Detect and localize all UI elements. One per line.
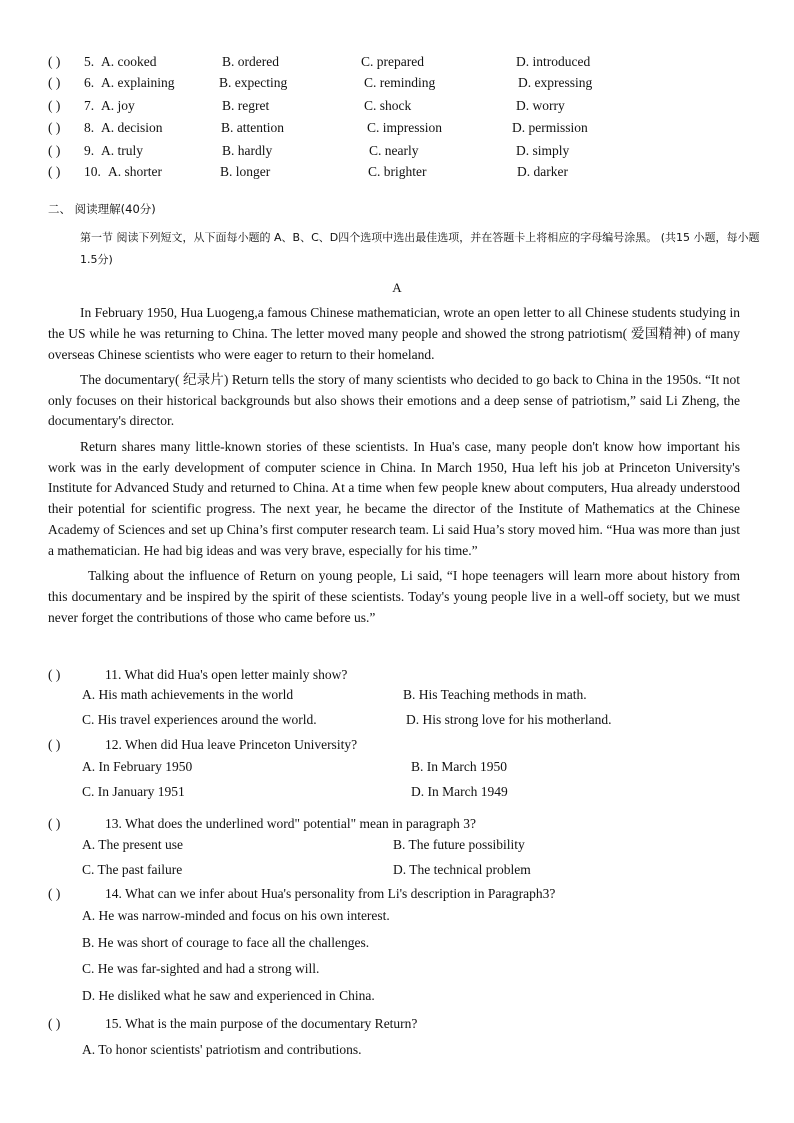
- passage-paragraph: Talking about the influence of Return on young people, Li said, “I hope teenagers will learn more about history from this documentary and be inspired by the spirit of these scientists. Today's young people live in a well-off society, but we must never forget the contributions of those who came before us.”: [48, 568, 740, 625]
- option-b: B. attention: [221, 120, 284, 135]
- option-d: D. darker: [517, 164, 568, 179]
- answer-paren: ( ): [48, 886, 61, 901]
- option-a: A. To honor scientists' patriotism and contributions.: [82, 1042, 362, 1057]
- question-number: 9.: [84, 143, 95, 158]
- option-a: A. His math achievements in the world: [82, 687, 294, 702]
- question-text: 11. What did Hua's open letter mainly show?: [105, 667, 348, 682]
- passage-paragraph: Return shares many little-known stories of these scientists. In Hua's case, many people don't know how important his work was in the early development of computer science in China. In March 1950, Hua left his job at Princeton University's Institute for Advanced Study and returned to China. At a time when few people knew about computers, Hua already understood their potential for scientific progress. The next year, he became the director of the Institute of Mathematics at the Chinese Academy of Sciences and set up China’s first computer research team. Li said Hua’s story moved him. “Hua was more than just a mathematician. He had big ideas and was very brave, especially for his time.”: [48, 438, 740, 558]
- answer-paren: ( ): [48, 98, 61, 113]
- option-b: B. The future possibility: [393, 837, 525, 852]
- answer-paren: ( ): [48, 54, 61, 69]
- passage-paragraph: In February 1950, Hua Luogeng,a famous Chinese mathematician, wrote an open letter to all Chinese students studying in the US while he was returning to China. The letter moved many people and showed the strong patriotism( 爱国精神) of many overseas Chinese scientists who were eager to return to their homeland.: [48, 305, 740, 362]
- answer-paren: ( ): [48, 143, 61, 158]
- option-c: C. nearly: [369, 143, 419, 158]
- question-number: 6.: [84, 75, 95, 90]
- option-c: C. brighter: [368, 164, 427, 179]
- question-text: 14. What can we infer about Hua's personality from Li's description in Paragraph3?: [105, 886, 556, 901]
- answer-paren: ( ): [48, 737, 61, 752]
- option-c: C. The past failure: [82, 862, 183, 877]
- option-c: C. prepared: [361, 54, 424, 69]
- option-b: B. longer: [220, 164, 271, 179]
- answer-paren: ( ): [48, 75, 61, 90]
- option-c: C. impression: [367, 120, 443, 135]
- option-d: D. expressing: [518, 75, 593, 90]
- question-text: 15. What is the main purpose of the documentary Return?: [105, 1016, 418, 1031]
- option-c: C. reminding: [364, 75, 436, 90]
- question-number: 7.: [84, 98, 95, 113]
- option-d: D. permission: [512, 120, 588, 135]
- option-c: C. In January 1951: [82, 784, 185, 799]
- option-c: C. His travel experiences around the world.: [82, 712, 317, 727]
- section-instruction: 第一节 阅读下列短文，从下面每小题的 A、B、C、D四个选项中选出最佳选项，并在答题卡上将相应的字母编号涂黑。 (共15 小题，每小题 1.5分): [80, 231, 760, 266]
- option-d: D. In March 1949: [411, 784, 508, 799]
- option-d: D. simply: [516, 143, 570, 158]
- option-b: B. hardly: [222, 143, 273, 158]
- option-a: A. The present use: [82, 837, 183, 852]
- answer-paren: ( ): [48, 164, 61, 179]
- question-number: 10.: [84, 164, 101, 179]
- option-d: D. His strong love for his motherland.: [406, 712, 612, 727]
- option-a: A. explaining: [101, 75, 175, 90]
- answer-paren: ( ): [48, 1016, 61, 1031]
- option-a: A. truly: [101, 143, 143, 158]
- question-number: 5.: [84, 54, 95, 69]
- question-number: 8.: [84, 120, 95, 135]
- option-c: C. shock: [364, 98, 412, 113]
- option-b: B. ordered: [222, 54, 279, 69]
- question-text: 12. When did Hua leave Princeton University?: [105, 737, 358, 752]
- option-d: D. introduced: [516, 54, 591, 69]
- question-text: 13. What does the underlined word" potential" mean in paragraph 3?: [105, 816, 477, 831]
- answer-paren: ( ): [48, 120, 61, 135]
- option-a: A. In February 1950: [82, 759, 193, 774]
- passage-paragraph: The documentary( 纪录片) Return tells the story of many scientists who decided to go back to China in the 1950s. “It not only focuses on their historical backgrounds but also shows their emotions and a deep sense of patriotism,” said Li Zheng, the documentary's director.: [48, 371, 740, 429]
- answer-paren: ( ): [48, 816, 61, 831]
- option-a: A. shorter: [108, 164, 162, 179]
- option-b: B. His Teaching methods in math.: [403, 687, 587, 702]
- option-b: B. regret: [222, 98, 270, 113]
- option-b: B. In March 1950: [411, 759, 507, 774]
- option-a: A. He was narrow-minded and focus on his own interest.: [82, 908, 390, 923]
- option-a: A. decision: [101, 120, 163, 135]
- passage-label: A: [392, 280, 402, 295]
- option-a: A. joy: [101, 98, 135, 113]
- section-title: 二、 阅读理解(40分): [48, 202, 156, 216]
- option-c: C. He was far-sighted and had a strong will.: [82, 961, 320, 976]
- option-d: D. He disliked what he saw and experienced in China.: [82, 988, 375, 1003]
- reading-passage: [48, 303, 740, 633]
- option-d: D. worry: [516, 98, 565, 113]
- option-b: B. He was short of courage to face all the challenges.: [82, 935, 370, 950]
- answer-paren: ( ): [48, 667, 61, 682]
- option-a: A. cooked: [101, 54, 157, 69]
- option-d: D. The technical problem: [393, 862, 531, 877]
- option-b: B. expecting: [219, 75, 288, 90]
